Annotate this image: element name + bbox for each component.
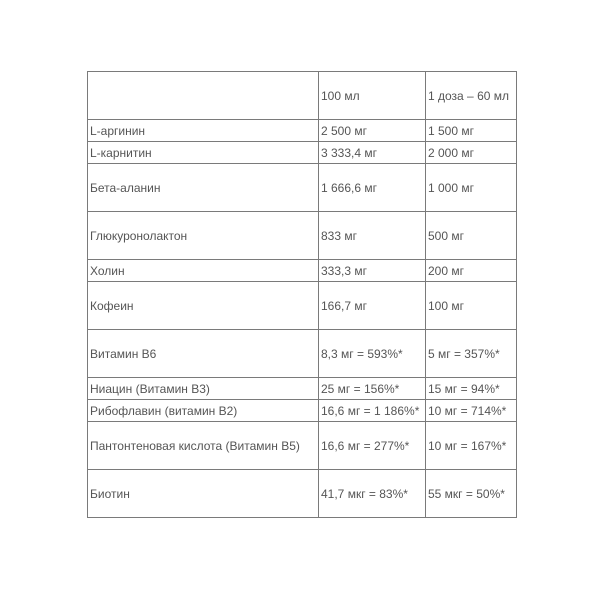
nutrition-table xyxy=(87,71,517,518)
amount-per-dose: 1 500 мг xyxy=(426,120,517,142)
ingredient-name: Рибофлавин (витамин В2) xyxy=(88,400,319,422)
table-header-row xyxy=(88,72,517,120)
ingredient-name: L-аргинин xyxy=(88,120,319,142)
table-row xyxy=(88,120,517,142)
table-row xyxy=(88,142,517,164)
ingredient-name: L-карнитин xyxy=(88,142,319,164)
header-cell-per-dose: 1 доза – 60 мл xyxy=(426,72,517,120)
table-row xyxy=(88,330,517,378)
ingredient-name: Холин xyxy=(88,260,319,282)
ingredient-name: Биотин xyxy=(88,470,319,518)
amount-per-100ml: 3 333,4 мг xyxy=(319,142,426,164)
amount-per-100ml: 2 500 мг xyxy=(319,120,426,142)
amount-per-100ml: 166,7 мг xyxy=(319,282,426,330)
ingredient-name: Витамин В6 xyxy=(88,330,319,378)
amount-per-100ml: 833 мг xyxy=(319,212,426,260)
ingredient-name: Бета-аланин xyxy=(88,164,319,212)
table-row xyxy=(88,212,517,260)
table-row xyxy=(88,400,517,422)
table-row xyxy=(88,422,517,470)
table-row xyxy=(88,164,517,212)
amount-per-100ml: 16,6 мг = 1 186%* xyxy=(319,400,426,422)
table-row xyxy=(88,260,517,282)
amount-per-100ml: 41,7 мкг = 83%* xyxy=(319,470,426,518)
ingredient-name: Кофеин xyxy=(88,282,319,330)
amount-per-dose: 200 мг xyxy=(426,260,517,282)
table-row xyxy=(88,470,517,518)
amount-per-dose: 100 мг xyxy=(426,282,517,330)
amount-per-dose: 5 мг = 357%* xyxy=(426,330,517,378)
ingredient-name: Пантонтеновая кислота (Витамин В5) xyxy=(88,422,319,470)
amount-per-dose: 2 000 мг xyxy=(426,142,517,164)
amount-per-dose: 500 мг xyxy=(426,212,517,260)
amount-per-dose: 55 мкг = 50%* xyxy=(426,470,517,518)
amount-per-dose: 10 мг = 714%* xyxy=(426,400,517,422)
table-row xyxy=(88,282,517,330)
amount-per-dose: 1 000 мг xyxy=(426,164,517,212)
amount-per-100ml: 8,3 мг = 593%* xyxy=(319,330,426,378)
amount-per-100ml: 25 мг = 156%* xyxy=(319,378,426,400)
amount-per-dose: 15 мг = 94%* xyxy=(426,378,517,400)
header-cell-empty xyxy=(88,72,319,120)
amount-per-100ml: 16,6 мг = 277%* xyxy=(319,422,426,470)
header-cell-per-100ml: 100 мл xyxy=(319,72,426,120)
amount-per-dose: 10 мг = 167%* xyxy=(426,422,517,470)
amount-per-100ml: 333,3 мг xyxy=(319,260,426,282)
table-row xyxy=(88,378,517,400)
amount-per-100ml: 1 666,6 мг xyxy=(319,164,426,212)
ingredient-name: Ниацин (Витамин В3) xyxy=(88,378,319,400)
ingredient-name: Глюкуронолактон xyxy=(88,212,319,260)
